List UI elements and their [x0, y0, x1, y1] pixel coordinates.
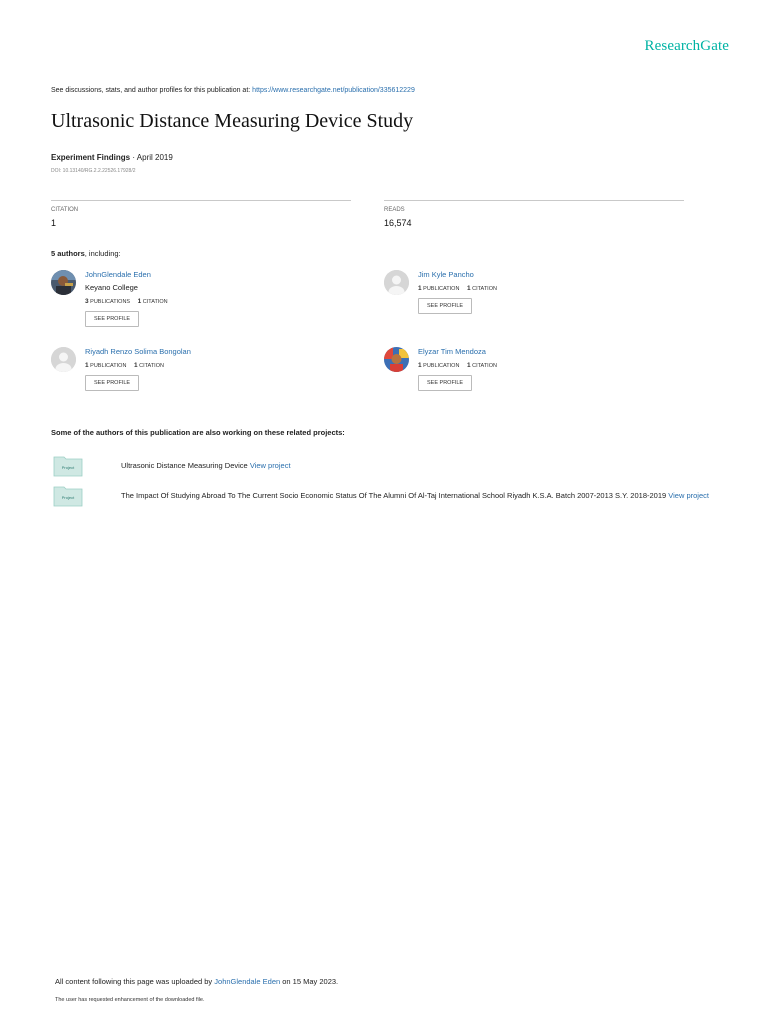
authors-suffix: , including: — [84, 249, 121, 258]
citations-count: 1 — [466, 285, 471, 292]
author-institution: Keyano College — [85, 283, 138, 292]
author-avatar[interactable] — [51, 270, 76, 295]
enhancement-note: The user has requested enhancement of the downloaded file. — [55, 997, 205, 1003]
related-projects-heading: Some of the authors of this publication are also working on these related projects: — [51, 428, 345, 437]
author-avatar[interactable] — [51, 347, 76, 372]
authors-count: 5 authors — [51, 249, 85, 258]
author-avatar[interactable] — [384, 347, 409, 372]
upload-suffix: on 15 May 2023. — [280, 977, 339, 986]
publication-doi: DOI: 10.13140/RG.2.2.22526.17928/2 — [51, 168, 136, 174]
project-folder-icon[interactable] — [53, 455, 83, 477]
citations-label: CITATION — [472, 286, 497, 292]
project-icon-label: Project — [61, 465, 75, 470]
see-profile-button[interactable]: SEE PROFILE — [85, 375, 139, 391]
author-avatar[interactable] — [384, 270, 409, 295]
citations-count: 1 — [466, 362, 471, 369]
citation-stat — [51, 200, 351, 228]
publication-type-line — [51, 153, 173, 162]
publication-url-link[interactable]: https://www.researchgate.net/publication/335612229 — [252, 87, 415, 94]
uploader-link[interactable]: JohnGlendale Eden — [214, 977, 281, 986]
publications-label: PUBLICATION — [423, 286, 460, 292]
project-title: The Impact Of Studying Abroad To The Current Socio Economic Status Of The Alumni Of Al-Taj International School Riyadh K.S.A. Batch 2007-2013 S.Y. 2018-2019 — [121, 491, 669, 500]
author-name-link[interactable]: Riyadh Renzo Solima Bongolan — [85, 347, 191, 356]
publications-count: 1 — [418, 285, 422, 292]
upload-prefix: All content following this page was uploaded by — [55, 977, 215, 986]
citations-label: CITATION — [139, 363, 164, 369]
upload-info — [55, 977, 338, 986]
publications-label: PUBLICATION — [423, 363, 460, 369]
publications-count: 1 — [85, 362, 89, 369]
reads-stat — [384, 200, 684, 228]
author-name-link[interactable]: Elyzar Tim Mendoza — [418, 347, 486, 356]
citation-value: 1 — [51, 218, 57, 228]
view-project-link[interactable]: View project — [668, 491, 709, 500]
citations-label: CITATION — [472, 363, 497, 369]
publications-count: 1 — [418, 362, 422, 369]
publication-date: · April 2019 — [130, 153, 173, 162]
publications-label: PUBLICATIONS — [90, 299, 131, 305]
author-name-link[interactable]: JohnGlendale Eden — [85, 270, 151, 279]
project-text — [121, 489, 716, 502]
discussion-text: See discussions, stats, and author profiles for this publication at: — [51, 87, 253, 94]
project-text — [121, 459, 716, 472]
author-stats — [418, 362, 678, 369]
publication-title: Ultrasonic Distance Measuring Device Study — [51, 110, 414, 132]
view-project-link[interactable]: View project — [249, 461, 291, 470]
publication-type: Experiment Findings — [51, 153, 131, 162]
see-profile-button[interactable]: SEE PROFILE — [85, 311, 139, 327]
author-stats — [85, 362, 345, 369]
researchgate-logo[interactable]: ResearchGate — [644, 38, 729, 54]
author-stats — [418, 285, 678, 292]
see-profile-button[interactable]: SEE PROFILE — [418, 375, 472, 391]
reads-label: READS — [384, 207, 405, 213]
citations-count: 1 — [133, 362, 138, 369]
project-title: Ultrasonic Distance Measuring Device — [121, 461, 250, 470]
discussion-line — [51, 87, 415, 94]
publications-count: 3 — [85, 298, 89, 305]
citations-count: 1 — [137, 298, 142, 305]
reads-value: 16,574 — [384, 218, 412, 228]
author-name-link[interactable]: Jim Kyle Pancho — [418, 270, 474, 279]
see-profile-button[interactable]: SEE PROFILE — [418, 298, 472, 314]
citations-label: CITATION — [142, 299, 168, 305]
author-stats — [85, 298, 345, 305]
project-folder-icon[interactable] — [53, 485, 83, 507]
citation-label: CITATION — [51, 207, 79, 213]
project-icon-label: Project — [61, 495, 75, 500]
authors-heading — [51, 249, 121, 258]
publications-label: PUBLICATION — [90, 363, 127, 369]
